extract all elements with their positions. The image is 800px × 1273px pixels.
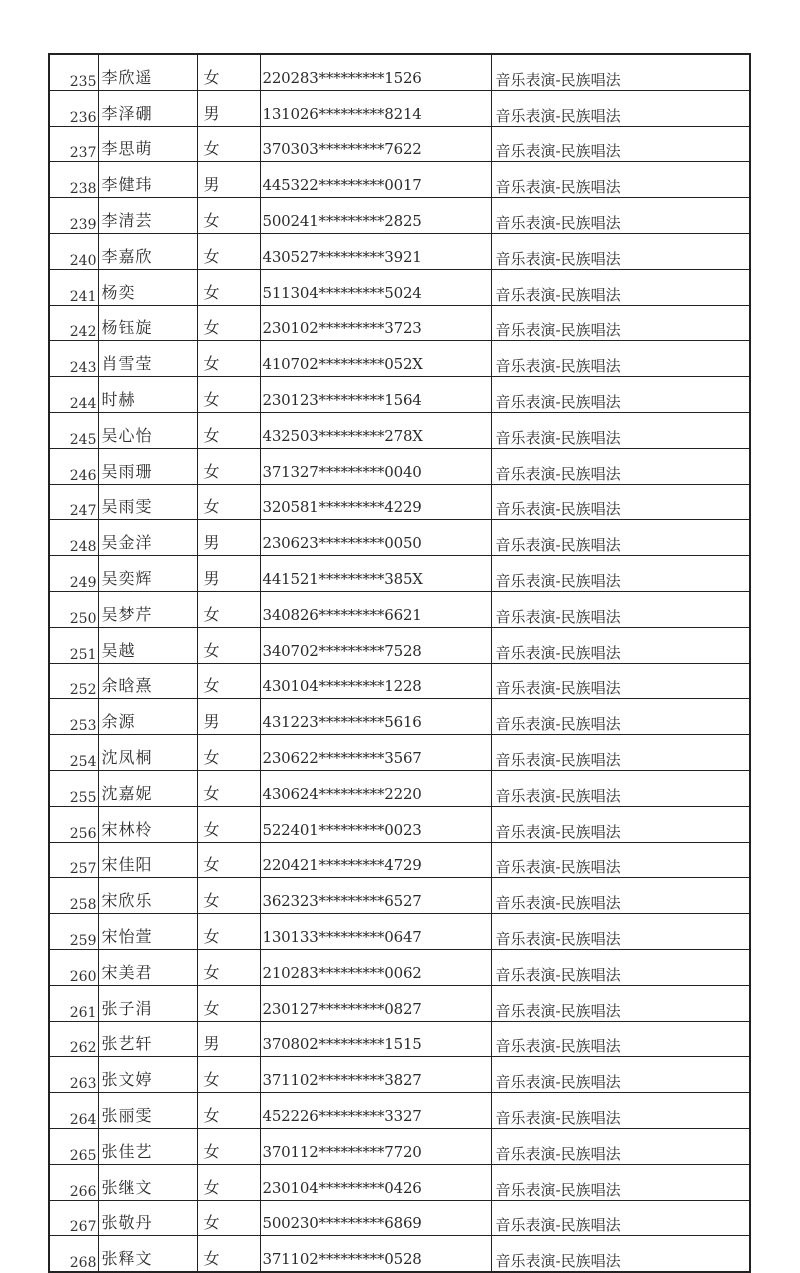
student-gender: 女 bbox=[197, 341, 260, 377]
student-gender: 男 bbox=[197, 520, 260, 556]
student-id-number: 370802*********1515 bbox=[260, 1021, 491, 1057]
student-name: 肖雪莹 bbox=[98, 341, 197, 377]
table-row bbox=[49, 412, 750, 448]
student-name: 吴越 bbox=[98, 627, 197, 663]
roster-body bbox=[49, 54, 750, 1272]
student-name: 宋怡萱 bbox=[98, 914, 197, 950]
student-id-number: 340826*********6621 bbox=[260, 591, 491, 627]
row-number: 259 bbox=[49, 914, 98, 950]
student-gender: 女 bbox=[197, 627, 260, 663]
table-row bbox=[49, 770, 750, 806]
student-gender: 男 bbox=[197, 1021, 260, 1057]
student-gender: 女 bbox=[197, 770, 260, 806]
student-gender: 女 bbox=[197, 735, 260, 771]
row-number: 262 bbox=[49, 1021, 98, 1057]
row-number: 267 bbox=[49, 1200, 98, 1236]
student-name: 李清芸 bbox=[98, 198, 197, 234]
row-number: 264 bbox=[49, 1093, 98, 1129]
row-number: 243 bbox=[49, 341, 98, 377]
table-row bbox=[49, 233, 750, 269]
student-major: 音乐表演-民族唱法 bbox=[491, 162, 750, 198]
student-roster-table bbox=[48, 53, 751, 1273]
student-major: 音乐表演-民族唱法 bbox=[491, 1021, 750, 1057]
student-name: 沈凤桐 bbox=[98, 735, 197, 771]
table-row bbox=[49, 162, 750, 198]
student-major: 音乐表演-民族唱法 bbox=[491, 591, 750, 627]
student-id-number: 371327*********0040 bbox=[260, 448, 491, 484]
student-name: 张艺轩 bbox=[98, 1021, 197, 1057]
row-number: 245 bbox=[49, 412, 98, 448]
student-gender: 男 bbox=[197, 556, 260, 592]
student-major: 音乐表演-民族唱法 bbox=[491, 985, 750, 1021]
student-gender: 女 bbox=[197, 878, 260, 914]
student-name: 李欣遥 bbox=[98, 54, 197, 90]
row-number: 236 bbox=[49, 90, 98, 126]
table-row bbox=[49, 90, 750, 126]
student-gender: 女 bbox=[197, 663, 260, 699]
student-id-number: 522401*********0023 bbox=[260, 806, 491, 842]
student-name: 张释文 bbox=[98, 1236, 197, 1272]
row-number: 246 bbox=[49, 448, 98, 484]
student-major: 音乐表演-民族唱法 bbox=[491, 1236, 750, 1272]
row-number: 247 bbox=[49, 484, 98, 520]
student-gender: 男 bbox=[197, 162, 260, 198]
student-major: 音乐表演-民族唱法 bbox=[491, 556, 750, 592]
row-number: 258 bbox=[49, 878, 98, 914]
table-row bbox=[49, 914, 750, 950]
student-id-number: 500241*********2825 bbox=[260, 198, 491, 234]
student-major: 音乐表演-民族唱法 bbox=[491, 233, 750, 269]
table-row bbox=[49, 126, 750, 162]
row-number: 252 bbox=[49, 663, 98, 699]
student-major: 音乐表演-民族唱法 bbox=[491, 54, 750, 90]
student-id-number: 130133*********0647 bbox=[260, 914, 491, 950]
student-gender: 女 bbox=[197, 806, 260, 842]
student-name: 吴梦芹 bbox=[98, 591, 197, 627]
row-number: 237 bbox=[49, 126, 98, 162]
row-number: 265 bbox=[49, 1128, 98, 1164]
student-major: 音乐表演-民族唱法 bbox=[491, 949, 750, 985]
table-row bbox=[49, 806, 750, 842]
student-name: 杨奕 bbox=[98, 269, 197, 305]
table-row bbox=[49, 663, 750, 699]
student-name: 张敬丹 bbox=[98, 1200, 197, 1236]
student-name: 张继文 bbox=[98, 1164, 197, 1200]
student-id-number: 370303*********7622 bbox=[260, 126, 491, 162]
row-number: 260 bbox=[49, 949, 98, 985]
student-gender: 男 bbox=[197, 699, 260, 735]
table-row bbox=[49, 1128, 750, 1164]
student-gender: 女 bbox=[197, 1236, 260, 1272]
student-gender: 女 bbox=[197, 1200, 260, 1236]
row-number: 257 bbox=[49, 842, 98, 878]
student-gender: 女 bbox=[197, 842, 260, 878]
student-major: 音乐表演-民族唱法 bbox=[491, 484, 750, 520]
student-gender: 女 bbox=[197, 985, 260, 1021]
student-gender: 女 bbox=[197, 377, 260, 413]
table-row bbox=[49, 377, 750, 413]
table-row bbox=[49, 556, 750, 592]
student-major: 音乐表演-民族唱法 bbox=[491, 806, 750, 842]
student-major: 音乐表演-民族唱法 bbox=[491, 269, 750, 305]
student-id-number: 452226*********3327 bbox=[260, 1093, 491, 1129]
table-row bbox=[49, 1021, 750, 1057]
student-id-number: 210283*********0062 bbox=[260, 949, 491, 985]
student-gender: 女 bbox=[197, 484, 260, 520]
table-row bbox=[49, 699, 750, 735]
student-gender: 女 bbox=[197, 914, 260, 950]
table-row bbox=[49, 520, 750, 556]
student-gender: 女 bbox=[197, 305, 260, 341]
row-number: 235 bbox=[49, 54, 98, 90]
student-id-number: 220421*********4729 bbox=[260, 842, 491, 878]
student-major: 音乐表演-民族唱法 bbox=[491, 90, 750, 126]
student-major: 音乐表演-民族唱法 bbox=[491, 520, 750, 556]
row-number: 268 bbox=[49, 1236, 98, 1272]
student-name: 余晗熹 bbox=[98, 663, 197, 699]
student-name: 张丽雯 bbox=[98, 1093, 197, 1129]
student-name: 李健玮 bbox=[98, 162, 197, 198]
student-id-number: 410702*********052X bbox=[260, 341, 491, 377]
student-name: 张文婷 bbox=[98, 1057, 197, 1093]
student-gender: 女 bbox=[197, 1057, 260, 1093]
student-name: 宋欣乐 bbox=[98, 878, 197, 914]
student-gender: 女 bbox=[197, 412, 260, 448]
student-id-number: 430104*********1228 bbox=[260, 663, 491, 699]
table-row bbox=[49, 341, 750, 377]
student-name: 余源 bbox=[98, 699, 197, 735]
row-number: 263 bbox=[49, 1057, 98, 1093]
student-major: 音乐表演-民族唱法 bbox=[491, 377, 750, 413]
row-number: 266 bbox=[49, 1164, 98, 1200]
student-id-number: 230622*********3567 bbox=[260, 735, 491, 771]
row-number: 250 bbox=[49, 591, 98, 627]
student-name: 宋美君 bbox=[98, 949, 197, 985]
student-id-number: 370112*********7720 bbox=[260, 1128, 491, 1164]
row-number: 244 bbox=[49, 377, 98, 413]
student-id-number: 430624*********2220 bbox=[260, 770, 491, 806]
student-gender: 女 bbox=[197, 269, 260, 305]
row-number: 251 bbox=[49, 627, 98, 663]
student-name: 李嘉欣 bbox=[98, 233, 197, 269]
table-row bbox=[49, 269, 750, 305]
table-row bbox=[49, 1093, 750, 1129]
student-name: 吴雨珊 bbox=[98, 448, 197, 484]
student-id-number: 511304*********5024 bbox=[260, 269, 491, 305]
student-id-number: 320581*********4229 bbox=[260, 484, 491, 520]
student-major: 音乐表演-民族唱法 bbox=[491, 914, 750, 950]
student-name: 吴心怡 bbox=[98, 412, 197, 448]
student-major: 音乐表演-民族唱法 bbox=[491, 1164, 750, 1200]
student-major: 音乐表演-民族唱法 bbox=[491, 126, 750, 162]
student-id-number: 431223*********5616 bbox=[260, 699, 491, 735]
student-major: 音乐表演-民族唱法 bbox=[491, 198, 750, 234]
table-row bbox=[49, 448, 750, 484]
student-gender: 女 bbox=[197, 198, 260, 234]
student-major: 音乐表演-民族唱法 bbox=[491, 735, 750, 771]
student-id-number: 230123*********1564 bbox=[260, 377, 491, 413]
student-name: 张佳艺 bbox=[98, 1128, 197, 1164]
student-major: 音乐表演-民族唱法 bbox=[491, 663, 750, 699]
row-number: 240 bbox=[49, 233, 98, 269]
student-id-number: 230623*********0050 bbox=[260, 520, 491, 556]
student-id-number: 230102*********3723 bbox=[260, 305, 491, 341]
student-id-number: 340702*********7528 bbox=[260, 627, 491, 663]
student-gender: 女 bbox=[197, 949, 260, 985]
table-row bbox=[49, 627, 750, 663]
row-number: 253 bbox=[49, 699, 98, 735]
student-major: 音乐表演-民族唱法 bbox=[491, 842, 750, 878]
student-name: 时赫 bbox=[98, 377, 197, 413]
student-name: 吴奕辉 bbox=[98, 556, 197, 592]
student-major: 音乐表演-民族唱法 bbox=[491, 1057, 750, 1093]
student-gender: 女 bbox=[197, 1128, 260, 1164]
student-major: 音乐表演-民族唱法 bbox=[491, 627, 750, 663]
student-id-number: 131026*********8214 bbox=[260, 90, 491, 126]
row-number: 255 bbox=[49, 770, 98, 806]
student-name: 李思萌 bbox=[98, 126, 197, 162]
student-name: 吴金洋 bbox=[98, 520, 197, 556]
student-id-number: 430527*********3921 bbox=[260, 233, 491, 269]
student-id-number: 432503*********278X bbox=[260, 412, 491, 448]
student-id-number: 371102*********3827 bbox=[260, 1057, 491, 1093]
student-name: 宋佳阳 bbox=[98, 842, 197, 878]
table-row bbox=[49, 54, 750, 90]
row-number: 241 bbox=[49, 269, 98, 305]
table-row bbox=[49, 198, 750, 234]
table-row bbox=[49, 1164, 750, 1200]
student-name: 宋林柃 bbox=[98, 806, 197, 842]
student-major: 音乐表演-民族唱法 bbox=[491, 305, 750, 341]
student-major: 音乐表演-民族唱法 bbox=[491, 341, 750, 377]
student-gender: 女 bbox=[197, 233, 260, 269]
table-row bbox=[49, 591, 750, 627]
student-gender: 女 bbox=[197, 54, 260, 90]
student-major: 音乐表演-民族唱法 bbox=[491, 1093, 750, 1129]
student-name: 李泽硼 bbox=[98, 90, 197, 126]
student-id-number: 362323*********6527 bbox=[260, 878, 491, 914]
table-row bbox=[49, 1057, 750, 1093]
table-row bbox=[49, 735, 750, 771]
student-major: 音乐表演-民族唱法 bbox=[491, 1128, 750, 1164]
student-id-number: 441521*********385X bbox=[260, 556, 491, 592]
table-row bbox=[49, 1236, 750, 1272]
table-row bbox=[49, 985, 750, 1021]
student-gender: 男 bbox=[197, 90, 260, 126]
student-gender: 女 bbox=[197, 1093, 260, 1129]
student-id-number: 230127*********0827 bbox=[260, 985, 491, 1021]
row-number: 261 bbox=[49, 985, 98, 1021]
student-id-number: 230104*********0426 bbox=[260, 1164, 491, 1200]
student-major: 音乐表演-民族唱法 bbox=[491, 412, 750, 448]
table-row bbox=[49, 1200, 750, 1236]
student-name: 张子涓 bbox=[98, 985, 197, 1021]
row-number: 248 bbox=[49, 520, 98, 556]
table-row bbox=[49, 949, 750, 985]
student-gender: 女 bbox=[197, 126, 260, 162]
row-number: 242 bbox=[49, 305, 98, 341]
table-row bbox=[49, 484, 750, 520]
student-major: 音乐表演-民族唱法 bbox=[491, 699, 750, 735]
row-number: 238 bbox=[49, 162, 98, 198]
student-major: 音乐表演-民族唱法 bbox=[491, 448, 750, 484]
student-id-number: 500230*********6869 bbox=[260, 1200, 491, 1236]
row-number: 254 bbox=[49, 735, 98, 771]
student-name: 沈嘉妮 bbox=[98, 770, 197, 806]
table-row bbox=[49, 842, 750, 878]
student-id-number: 220283*********1526 bbox=[260, 54, 491, 90]
row-number: 249 bbox=[49, 556, 98, 592]
student-id-number: 371102*********0528 bbox=[260, 1236, 491, 1272]
student-name: 吴雨雯 bbox=[98, 484, 197, 520]
student-gender: 女 bbox=[197, 591, 260, 627]
student-gender: 女 bbox=[197, 1164, 260, 1200]
row-number: 239 bbox=[49, 198, 98, 234]
student-name: 杨钰旋 bbox=[98, 305, 197, 341]
student-major: 音乐表演-民族唱法 bbox=[491, 770, 750, 806]
student-major: 音乐表演-民族唱法 bbox=[491, 1200, 750, 1236]
student-id-number: 445322*********0017 bbox=[260, 162, 491, 198]
table-row bbox=[49, 878, 750, 914]
student-gender: 女 bbox=[197, 448, 260, 484]
table-row bbox=[49, 305, 750, 341]
student-major: 音乐表演-民族唱法 bbox=[491, 878, 750, 914]
row-number: 256 bbox=[49, 806, 98, 842]
